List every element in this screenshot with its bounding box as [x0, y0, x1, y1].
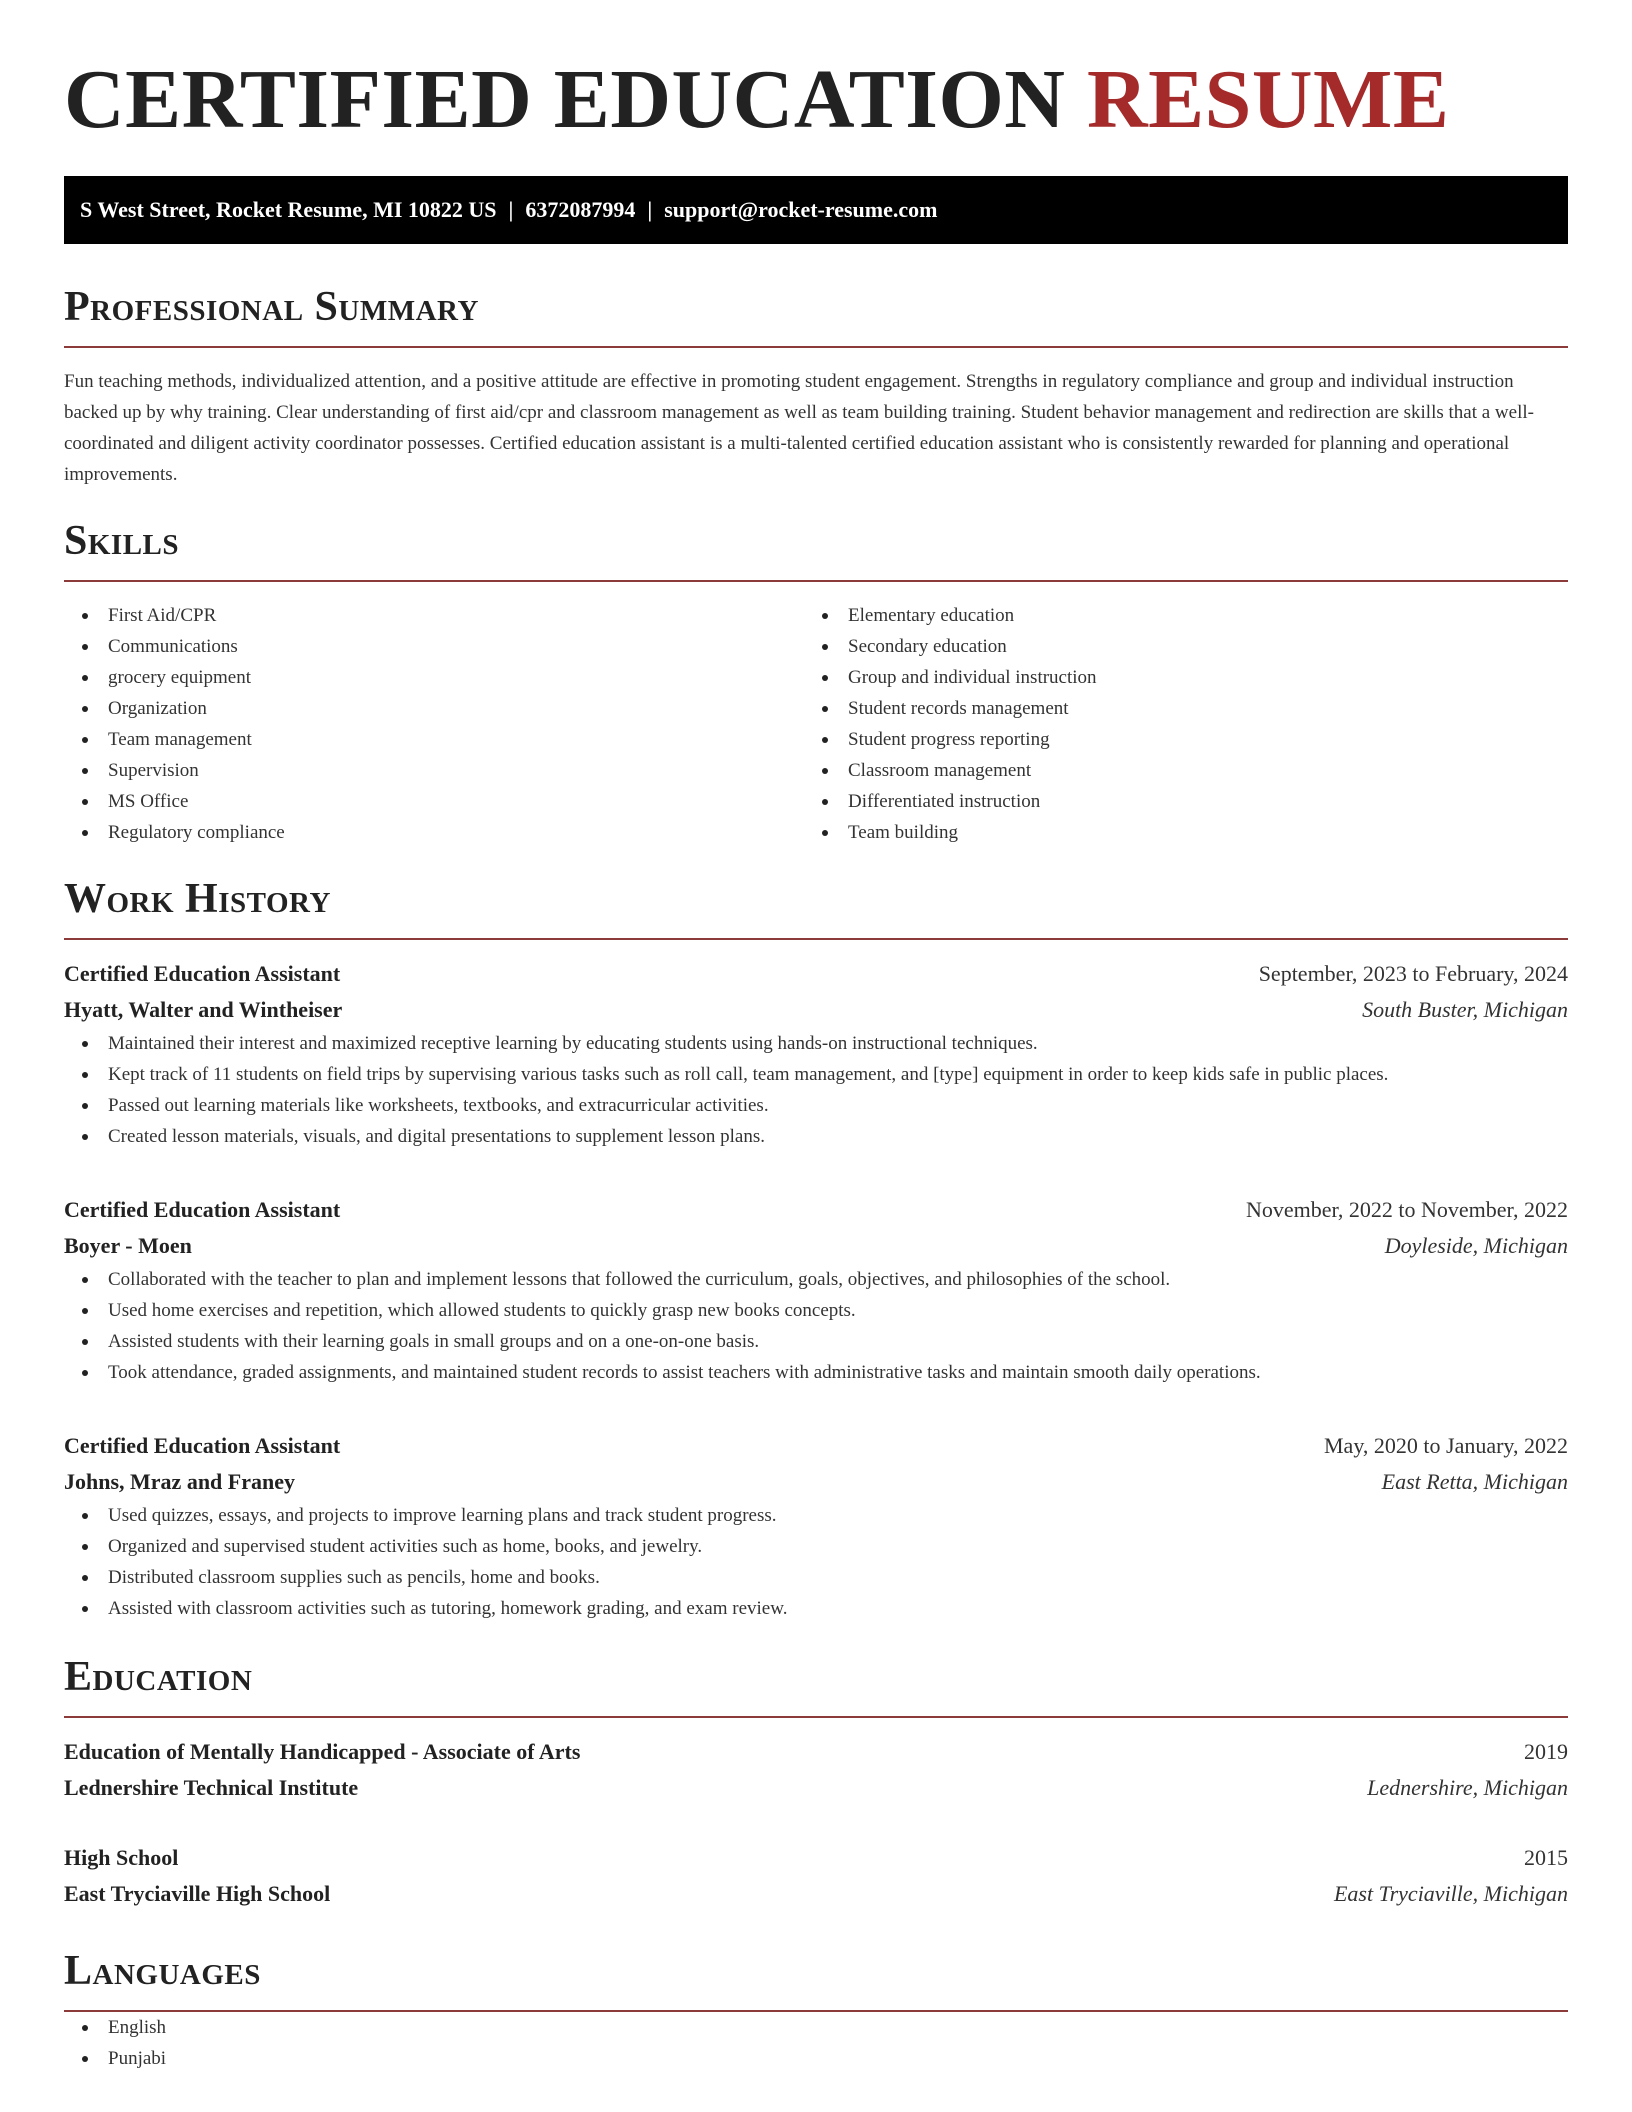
skill-item: Team management — [64, 724, 804, 755]
summary-text: Fun teaching methods, individualized attention, and a positive attitude are effective in promoting student engagement. Strengths in regulatory compliance and group and individual instruction backed up by why training. Clear understanding of first aid/cpr and classroom management as well as team building training. Student behavior management and redirection are skills that a well-coordinated and diligent activity coordinator possesses. Certified education assistant is a multi-talented certified education assistant who is consistently rewarded for planning and operational improvements. — [64, 371, 1534, 485]
education-school: East Tryciaville High School — [64, 1881, 331, 1906]
job-location: South Buster, Michigan — [1362, 997, 1568, 1022]
job-bullet: Kept track of 11 students on field trips by supervising various tasks such as roll call, team management, and [type] equipment in order to keep kids safe in public places. — [64, 1059, 1568, 1090]
section-heading-work: Work History — [64, 876, 331, 922]
job-bullet: Created lesson materials, visuals, and digital presentations to supplement lesson plans. — [64, 1121, 1568, 1152]
job-dates: September, 2023 to February, 2024 — [1258, 961, 1568, 986]
skill-item: First Aid/CPR — [64, 600, 804, 631]
language-item: English — [64, 2012, 1568, 2043]
languages-list — [64, 2012, 1568, 2074]
skills-column-left — [64, 600, 804, 848]
work-entry — [64, 956, 1568, 1152]
education-location: Lednershire, Michigan — [1367, 1775, 1568, 1800]
job-bullet: Assisted students with their learning goals in small groups and on a one-on-one basis. — [64, 1326, 1568, 1357]
job-location: East Retta, Michigan — [1381, 1469, 1568, 1494]
skill-item: Organization — [64, 693, 804, 724]
job-bullet: Assisted with classroom activities such as tutoring, homework grading, and exam review. — [64, 1593, 1568, 1624]
skills-list-left — [64, 600, 804, 848]
skill-item: grocery equipment — [64, 662, 804, 693]
section-heading-education: Education — [64, 1654, 253, 1700]
skill-item: Group and individual instruction — [804, 662, 1544, 693]
contact-separator: | — [508, 197, 514, 222]
job-bullet: Took attendance, graded assignments, and maintained student records to assist teachers with administrative tasks and maintain smooth daily operations. — [64, 1357, 1568, 1388]
job-bullet: Distributed classroom supplies such as pencils, home and books. — [64, 1562, 1568, 1593]
resume-title — [64, 0, 1568, 148]
section-divider — [64, 1716, 1568, 1718]
job-bullet: Collaborated with the teacher to plan and implement lessons that followed the curriculum, goals, objectives, and philosophies of the school. — [64, 1264, 1568, 1295]
education-year: 2015 — [1524, 1845, 1568, 1870]
work-entry-subheader — [64, 1464, 1568, 1500]
education-entry — [64, 1734, 1568, 1806]
job-company: Hyatt, Walter and Wintheiser — [64, 997, 343, 1022]
skill-item: Classroom management — [804, 755, 1544, 786]
job-bullets — [64, 1028, 1568, 1152]
work-entry-subheader — [64, 992, 1568, 1028]
job-dates: November, 2022 to November, 2022 — [1245, 1197, 1568, 1222]
skill-item: Elementary education — [804, 600, 1544, 631]
job-bullets — [64, 1264, 1568, 1388]
contact-bar — [64, 176, 1568, 244]
section-divider — [64, 938, 1568, 940]
title-main: CERTIFIED EDUCATION — [64, 53, 1066, 146]
job-title: Certified Education Assistant — [64, 1197, 341, 1222]
education-location: East Tryciaville, Michigan — [1333, 1881, 1568, 1906]
job-title: Certified Education Assistant — [64, 961, 341, 986]
skill-item: Supervision — [64, 755, 804, 786]
section-heading-summary: Professional Summary — [64, 284, 479, 330]
education-degree: Education of Mentally Handicapped - Associate of Arts — [64, 1739, 581, 1764]
education-entry-header — [64, 1840, 1568, 1876]
skill-item: Team building — [804, 817, 1544, 848]
job-bullets — [64, 1500, 1568, 1624]
work-entry-header — [64, 1192, 1568, 1228]
title-accent: RESUME — [1086, 53, 1450, 146]
education-entry-header — [64, 1734, 1568, 1770]
education-entry-subheader — [64, 1770, 1568, 1806]
skills-column-right — [804, 600, 1544, 848]
work-entry-header — [64, 1428, 1568, 1464]
skill-item: Communications — [64, 631, 804, 662]
job-company: Boyer - Moen — [64, 1233, 192, 1258]
skill-item: Differentiated instruction — [804, 786, 1544, 817]
work-entry — [64, 1192, 1568, 1388]
job-bullet: Used home exercises and repetition, which allowed students to quickly grasp new books concepts. — [64, 1295, 1568, 1326]
skills-list-right — [804, 600, 1544, 848]
education-year: 2019 — [1524, 1739, 1568, 1764]
language-item: Punjabi — [64, 2043, 1568, 2074]
section-divider — [64, 346, 1568, 348]
skill-item: MS Office — [64, 786, 804, 817]
skill-item: Student records management — [804, 693, 1544, 724]
job-bullet: Organized and supervised student activities such as home, books, and jewelry. — [64, 1531, 1568, 1562]
education-school: Lednershire Technical Institute — [64, 1775, 359, 1800]
skill-item: Secondary education — [804, 631, 1544, 662]
education-entry-subheader — [64, 1876, 1568, 1912]
skill-item: Student progress reporting — [804, 724, 1544, 755]
job-bullet: Used quizzes, essays, and projects to improve learning plans and track student progress. — [64, 1500, 1568, 1531]
section-heading-skills: Skills — [64, 518, 180, 564]
work-entry — [64, 1428, 1568, 1624]
job-location: Doyleside, Michigan — [1384, 1233, 1568, 1258]
section-divider — [64, 580, 1568, 582]
education-entry — [64, 1840, 1568, 1912]
job-company: Johns, Mraz and Franey — [64, 1469, 295, 1494]
work-entry-subheader — [64, 1228, 1568, 1264]
education-degree: High School — [64, 1845, 179, 1870]
work-entry-header — [64, 956, 1568, 992]
job-bullet: Maintained their interest and maximized receptive learning by educating students using hands-on instructional techniques. — [64, 1028, 1568, 1059]
section-heading-languages: Languages — [64, 1948, 261, 1994]
contact-address: S West Street, Rocket Resume, MI 10822 US — [80, 197, 497, 222]
skills-grid — [64, 600, 1568, 848]
contact-email[interactable]: support@rocket-resume.com — [664, 197, 938, 222]
job-title: Certified Education Assistant — [64, 1433, 341, 1458]
job-dates: May, 2020 to January, 2022 — [1324, 1433, 1568, 1458]
contact-phone[interactable]: 6372087994 — [525, 197, 636, 222]
contact-separator: | — [647, 197, 653, 222]
skill-item: Regulatory compliance — [64, 817, 804, 848]
job-bullet: Passed out learning materials like worksheets, textbooks, and extracurricular activities. — [64, 1090, 1568, 1121]
